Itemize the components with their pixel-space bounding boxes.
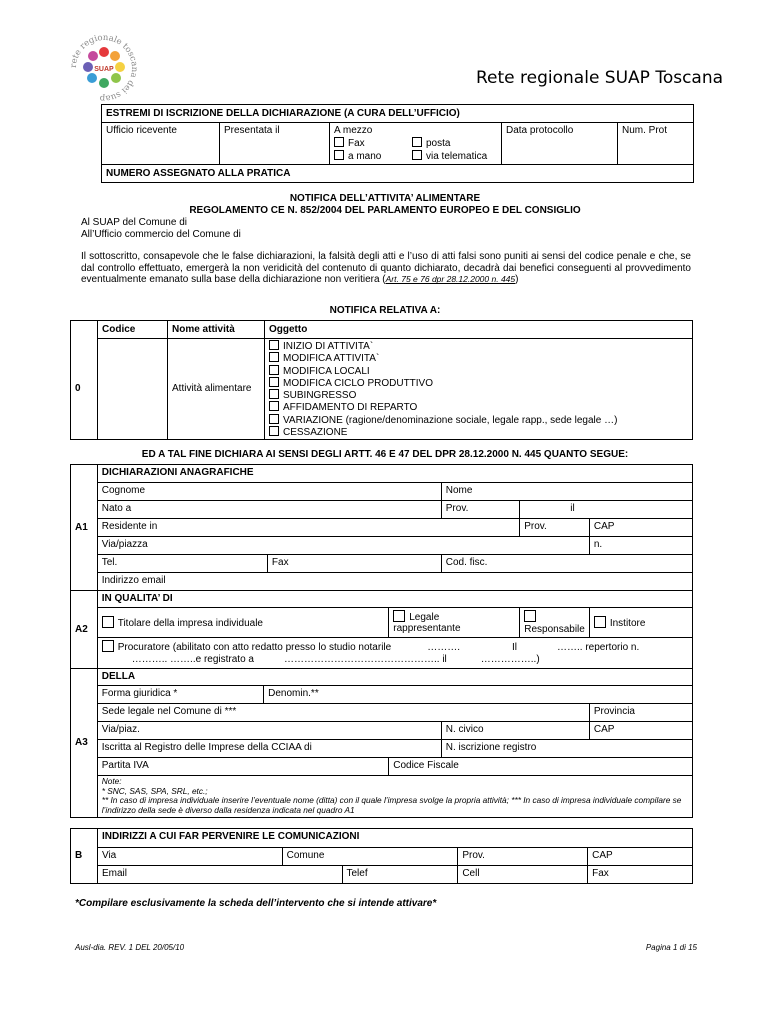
via-telematica-label: via telematica: [426, 150, 488, 162]
nato-label: Nato a: [101, 503, 132, 514]
legale-option[interactable]: [389, 608, 520, 638]
sede-via-field[interactable]: [97, 722, 441, 740]
provincia-field[interactable]: [589, 704, 692, 722]
sede-cap-label: CAP: [593, 724, 615, 735]
b-label: B: [71, 829, 98, 884]
responsabile-checkbox[interactable]: [524, 610, 536, 622]
iscrizione-registro-field[interactable]: [441, 740, 692, 758]
page-header-title: Rete regionale SUAP Toscana: [476, 68, 724, 88]
via-telematica-checkbox[interactable]: [412, 150, 422, 160]
fax-label: Fax: [271, 557, 289, 568]
subingresso-checkbox[interactable]: [269, 389, 279, 399]
b-fax-label: Fax: [592, 868, 609, 879]
option-label: MODIFICA LOCALI: [283, 365, 370, 377]
modifica-attivita-checkbox[interactable]: [269, 352, 279, 362]
sede-legale-label: Sede legale nel Comune di ***: [101, 706, 237, 717]
compilare-footnote: *Compilare esclusivamente la scheda dell’intervento che si intende attivare*: [75, 898, 437, 909]
logo-ring-text: rete regionale toscana dei suap: [68, 32, 140, 104]
numero-pratica-label: NUMERO ASSEGNATO ALLA PRATICA: [106, 168, 291, 179]
a-mano-checkbox[interactable]: [334, 150, 344, 160]
regolamento-title: REGOLAMENTO CE N. 852/2004 DEL PARLAMENTO EUROPEO E DEL CONSIGLIO: [189, 205, 581, 216]
nato-field[interactable]: [97, 501, 441, 519]
sede-civico-label: N. civico: [445, 724, 484, 735]
codice-header: Codice: [98, 321, 168, 339]
option-label: MODIFICA CICLO PRODUTTIVO: [283, 377, 434, 389]
denominazione-label: Denomin.**: [268, 688, 319, 699]
declaration-text: Il sottoscritto, consapevole che le false dichiarazioni, la falsità degli atti e l’uso di atti falsi sono puniti ai sensi del codice penale e che, se dal controllo effettuato, emergerà la non veridicità del contenuto di quanto dichiarato, decadrà dai benefici conseguenti al provvedimento eventualmente emanato sulla base della dichiarazione non veritiera (Art. 75 e 76 dpr 28.12.2000 n. 445): [81, 251, 691, 286]
logo-center-text: SUAP: [94, 66, 114, 73]
cod-fisc-field[interactable]: [441, 555, 692, 573]
b-comune-field[interactable]: [282, 848, 458, 866]
b-cap-label: CAP: [592, 850, 613, 861]
a3-notes: [97, 776, 692, 818]
notifica-table: [70, 320, 693, 440]
partita-iva-label: Partita IVA: [101, 760, 149, 771]
numero-civico-field[interactable]: [589, 537, 692, 555]
sede-legale-field[interactable]: [97, 704, 589, 722]
b-telef-label: Telef: [346, 868, 368, 879]
variazione-checkbox[interactable]: [269, 414, 279, 424]
a3-label: A3: [71, 669, 98, 818]
fax-field[interactable]: [267, 555, 441, 573]
b-email-label: Email: [101, 868, 127, 879]
a-mezzo-label: A mezzo: [334, 124, 373, 136]
responsabile-label: Responsabile: [524, 623, 585, 635]
posta-label: posta: [426, 138, 451, 149]
footer-page-number: Pagina 1 di 15: [645, 943, 697, 952]
nome-label: Nome: [445, 485, 473, 496]
addressee-commercio: All’Ufficio commercio del Comune di: [81, 229, 241, 240]
cessazione-checkbox[interactable]: [269, 426, 279, 436]
note-heading: Note:: [101, 776, 122, 786]
option-inizio[interactable]: [269, 340, 688, 352]
office-table: [101, 104, 694, 183]
codice-fiscale-field[interactable]: [389, 758, 693, 776]
b-email-field[interactable]: [97, 866, 342, 884]
a3-heading: DELLA: [97, 669, 692, 686]
option-label: MODIFICA ATTIVITA`: [283, 353, 380, 365]
email-field[interactable]: [97, 573, 692, 591]
option-cessazione[interactable]: [269, 426, 688, 438]
sede-civico-field[interactable]: [441, 722, 589, 740]
procuratore-option[interactable]: [97, 638, 692, 669]
numero-label: n.: [593, 539, 603, 550]
ufficio-ricevente-cell[interactable]: [102, 122, 220, 165]
option-modifica-attivita[interactable]: [269, 352, 688, 364]
registro-imprese-label: Iscritta al Registro delle Imprese della CCIAA di: [101, 742, 312, 753]
procuratore-il: Il: [512, 642, 517, 653]
registro-imprese-field[interactable]: [97, 740, 441, 758]
nato-il-field[interactable]: [520, 501, 693, 519]
presentata-il-label: Presentata il: [224, 124, 280, 136]
option-affidamento[interactable]: [269, 401, 688, 413]
option-label: SUBINGRESSO: [283, 390, 357, 402]
sede-via-label: Via/piaz.: [101, 724, 140, 735]
option-label: CESSAZIONE: [283, 427, 348, 439]
prov-label: Prov.: [445, 503, 469, 514]
via-piazza-label: Via/piazza: [101, 539, 148, 550]
via-piazza-field[interactable]: [97, 537, 589, 555]
forma-giuridica-label: Forma giuridica *: [101, 688, 178, 699]
titolare-checkbox[interactable]: [102, 616, 114, 628]
note-forma: * SNC, SAS, SPA, SRL, etc.;: [101, 785, 208, 796]
cap-label: CAP: [593, 521, 615, 532]
procuratore-dots: ……….: [427, 642, 460, 653]
iscrizione-registro-label: N. iscrizione registro: [445, 742, 537, 753]
modifica-locali-checkbox[interactable]: [269, 365, 279, 375]
option-variazione[interactable]: [269, 414, 688, 426]
b-prov-label: Prov.: [462, 850, 485, 861]
b-via-label: Via: [101, 850, 117, 861]
data-protocollo-cell[interactable]: [502, 122, 618, 165]
fax-checkbox[interactable]: [334, 137, 344, 147]
option-label: INIZIO DI ATTIVITA`: [283, 341, 374, 352]
fax-label: Fax: [348, 138, 365, 149]
tel-label: Tel.: [101, 557, 118, 568]
office-heading: ESTREMI DI ISCRIZIONE DELLA DICHIARAZIONE (A CURA DELL’UFFICIO): [102, 105, 694, 123]
posta-checkbox[interactable]: [412, 137, 422, 147]
cognome-label: Cognome: [101, 485, 146, 496]
option-modifica-locali[interactable]: [269, 365, 688, 377]
legale-checkbox[interactable]: [393, 610, 405, 622]
provincia-label: Provincia: [593, 706, 635, 717]
b-via-field[interactable]: [97, 848, 282, 866]
presentata-il-cell[interactable]: [220, 122, 330, 165]
nome-attivita-header: Nome attività: [168, 321, 265, 339]
inizio-checkbox[interactable]: [269, 340, 279, 350]
modifica-ciclo-checkbox[interactable]: [269, 377, 279, 387]
sede-cap-field[interactable]: [589, 722, 692, 740]
section-a-table: [70, 464, 693, 818]
data-protocollo-label: Data protocollo: [506, 124, 574, 136]
email-label: Indirizzo email: [101, 575, 166, 586]
titolare-label: Titolare della impresa individuale: [117, 617, 263, 629]
num-prot-label: Num. Prot: [622, 124, 668, 136]
row-activity-name: Attività alimentare: [168, 339, 265, 440]
b-fax-field[interactable]: [588, 866, 693, 884]
affidamento-checkbox[interactable]: [269, 401, 279, 411]
procuratore-checkbox[interactable]: [102, 640, 114, 652]
forma-giuridica-field[interactable]: [97, 686, 263, 704]
option-label: AFFIDAMENTO DI REPARTO: [283, 402, 418, 414]
b-prov-field[interactable]: [458, 848, 588, 866]
a1-label: A1: [71, 465, 98, 591]
cognome-field[interactable]: [97, 483, 441, 501]
option-label: VARIAZIONE (ragione/denominazione sociale, legale rapp., sede legale …): [283, 414, 618, 426]
notifica-relativa-heading: NOTIFICA RELATIVA A:: [329, 305, 441, 316]
a1-heading: DICHIARAZIONI ANAGRAFICHE: [97, 465, 692, 483]
num-prot-cell[interactable]: [618, 122, 694, 165]
procuratore-repertorio: …….. repertorio n.: [557, 642, 640, 653]
oggetto-header: Oggetto: [265, 321, 693, 339]
b-telef-field[interactable]: [342, 866, 458, 884]
numero-pratica-cell[interactable]: [102, 165, 694, 183]
nato-prov-field[interactable]: [441, 501, 519, 519]
institore-checkbox[interactable]: [594, 616, 606, 628]
a-mano-label: a mano: [348, 150, 382, 162]
a2-label: A2: [71, 591, 98, 669]
responsabile-option[interactable]: [520, 608, 590, 638]
b-cell-label: Cell: [462, 868, 480, 879]
cod-fisc-label: Cod. fisc.: [445, 557, 488, 568]
suap-logo: [66, 30, 142, 106]
b-cell-field[interactable]: [458, 866, 588, 884]
tel-field[interactable]: [97, 555, 267, 573]
titolare-option[interactable]: [97, 608, 389, 638]
residente-field[interactable]: [97, 519, 520, 537]
prov-label: Prov.: [524, 521, 547, 532]
residente-prov-field[interactable]: [520, 519, 590, 537]
procuratore-date: ……………..): [480, 654, 540, 665]
b-cap-field[interactable]: [588, 848, 693, 866]
b-comune-label: Comune: [286, 850, 325, 861]
oggetto-options: [265, 339, 693, 440]
institore-option[interactable]: [589, 608, 692, 638]
addressee-suap: Al SUAP del Comune di: [81, 217, 187, 228]
nome-field[interactable]: [441, 483, 692, 501]
footer-revision: Ausl-dia. REV. 1 DEL 20/05/10: [75, 943, 185, 952]
dichiara-heading: ED A TAL FINE DICHIARA AI SENSI DEGLI ARTT. 46 E 47 DEL DPR 28.12.2000 N. 445 QUANTO SEGUE:: [141, 449, 629, 460]
procuratore-registrato: ……….. ……..e registrato a: [131, 654, 254, 665]
partita-iva-field[interactable]: [97, 758, 389, 776]
procuratore-label: Procuratore (abilitato con atto redatto presso lo studio notarile: [117, 642, 392, 653]
institore-label: Institore: [609, 617, 646, 629]
option-modifica-ciclo[interactable]: [269, 377, 688, 389]
legale-label: Legale: [409, 612, 440, 623]
residente-label: Residente in: [101, 521, 158, 532]
codice-fiscale-label: Codice Fiscale: [393, 760, 459, 771]
note-impresa: ** In caso di impresa individuale inserire l’eventuale nome (ditta) con il quale l’impresa svolge la propria attività; *** In caso di impresa individuale compilare se l’indirizzo della sede è diverso dalla residenza indicata nel quadro A1: [101, 795, 682, 815]
ufficio-ricevente-label: Ufficio ricevente: [106, 124, 177, 136]
a2-heading: IN QUALITA’ DI: [97, 591, 692, 608]
denominazione-field[interactable]: [264, 686, 693, 704]
option-subingresso[interactable]: [269, 389, 688, 401]
a-mezzo-cell: [330, 122, 502, 165]
section-b-table: [70, 828, 693, 884]
rappresentante-label: rappresentante: [393, 623, 461, 634]
row-code: 0: [71, 339, 98, 440]
procuratore-il-2: ……………………………………….. il: [283, 654, 447, 665]
b-heading: INDIRIZZI A CUI FAR PERVENIRE LE COMUNICAZIONI: [97, 829, 692, 848]
notifica-title: NOTIFICA DELL’ATTIVITA’ ALIMENTARE: [289, 193, 481, 204]
il-label: il: [570, 503, 575, 514]
residente-cap-field[interactable]: [589, 519, 692, 537]
